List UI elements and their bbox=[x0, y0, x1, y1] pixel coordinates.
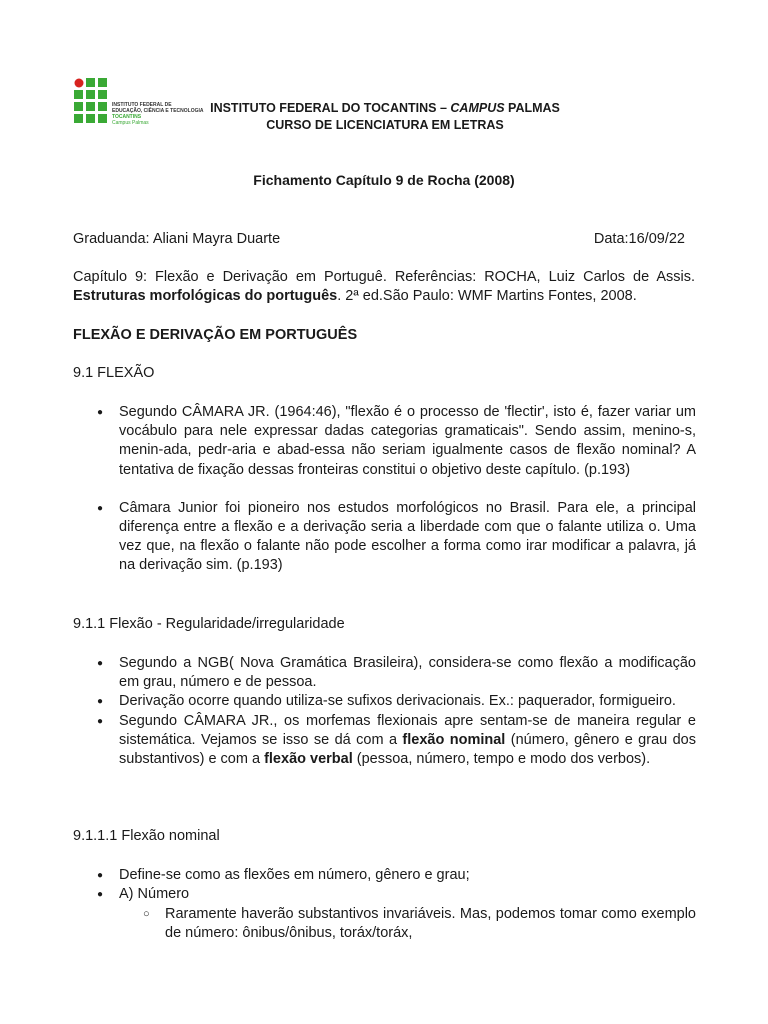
logo-icon bbox=[74, 78, 204, 133]
section-9-1-heading: 9.1 FLEXÃO bbox=[73, 365, 155, 381]
document-title: Fichamento Capítulo 9 de Rocha (2008) bbox=[253, 172, 515, 188]
course-line: CURSO DE LICENCIATURA EM LETRAS bbox=[266, 118, 504, 132]
bullet-list-9-1-1-1 bbox=[97, 866, 696, 904]
institution-line-1: INSTITUTO FEDERAL DO TOCANTINS – CAMPUS PALMAS bbox=[210, 101, 560, 115]
reference-book-title: Estruturas morfológicas do português bbox=[73, 288, 338, 304]
list-item: ● Segundo a NGB( Nova Gramática Brasileira), considera-se como flexão a modificação em grau, número e de pessoa. bbox=[97, 654, 696, 692]
logo-text-3: TOCANTINS bbox=[112, 114, 142, 120]
list-item: ● Segundo CÂMARA JR. (1964:46), "flexão é o processo de 'flectir', isto é, fazer variar um vocábulo para nele expressar dadas categorias gramaticais". Sendo assim, menino-s, menin-ada, pedr-aria e abad-essa não seriam igualmente casos de flexão nominal? A tentativa de fixação dessas fronteiras constitui o objetivo deste capítulo. (p.193) bbox=[97, 403, 696, 480]
sub-list-numero bbox=[143, 905, 696, 943]
list-item: ● A) Número bbox=[97, 885, 696, 904]
institution-header bbox=[190, 100, 580, 134]
logo-text-1: INSTITUTO FEDERAL DE bbox=[112, 102, 172, 108]
list-item: ○ Raramente haverão substantivos invariáveis. Mas, podemos tomar como exemplo de número: ônibus/ônibus, toráx/toráx, bbox=[143, 905, 696, 943]
logo-text-2: EDUCAÇÃO, CIÊNCIA E TECNOLOGIA bbox=[112, 108, 204, 114]
institution-logo bbox=[74, 78, 204, 133]
section-heading: FLEXÃO E DERIVAÇÃO EM PORTUGUÊS bbox=[73, 327, 358, 343]
bullet-list-9-1 bbox=[97, 403, 696, 576]
document-date: Data:16/09/22 bbox=[593, 231, 685, 247]
list-item: ● Segundo CÂMARA JR., os morfemas flexionais apre sentam-se de maneira regular e sistemática. Vejamos se isso se dá com a flexão nominal (número, gênero e grau dos substantivos) e com a flexão verbal (pessoa, número, tempo e modo dos verbos). bbox=[97, 712, 696, 770]
section-9-1-1-heading: 9.1.1 Flexão - Regularidade/irregularidade bbox=[73, 616, 345, 632]
reference-paragraph: Capítulo 9: Flexão e Derivação em Portuguê. Referências: ROCHA, Luiz Carlos de Assis. Estruturas morfológicas do português. 2ª ed.São Paulo: WMF Martins Fontes, 2008. bbox=[73, 269, 695, 304]
list-item: ● Derivação ocorre quando utiliza-se sufixos derivacionais. Ex.: paquerador, formigueiro. bbox=[97, 692, 696, 711]
logo-text-4: Campus Palmas bbox=[112, 120, 149, 126]
list-item: ● Define-se como as flexões em número, gênero e grau; bbox=[97, 866, 696, 885]
student-date-line bbox=[73, 230, 695, 249]
section-9-1-1-1-heading: 9.1.1.1 Flexão nominal bbox=[73, 828, 220, 844]
bullet-list-9-1-1 bbox=[97, 654, 696, 769]
student-name: Graduanda: Aliani Mayra Duarte bbox=[73, 231, 281, 247]
list-item: ● Câmara Junior foi pioneiro nos estudos morfológicos no Brasil. Para ele, a principal diferença entre a flexão e a derivação seria a liberdade com que o falante utiliza o. Uma vez que, na flexão o falante não pode escolher a forma como irar modificar a palavra, já na derivação sim. (p.193) bbox=[97, 499, 696, 576]
